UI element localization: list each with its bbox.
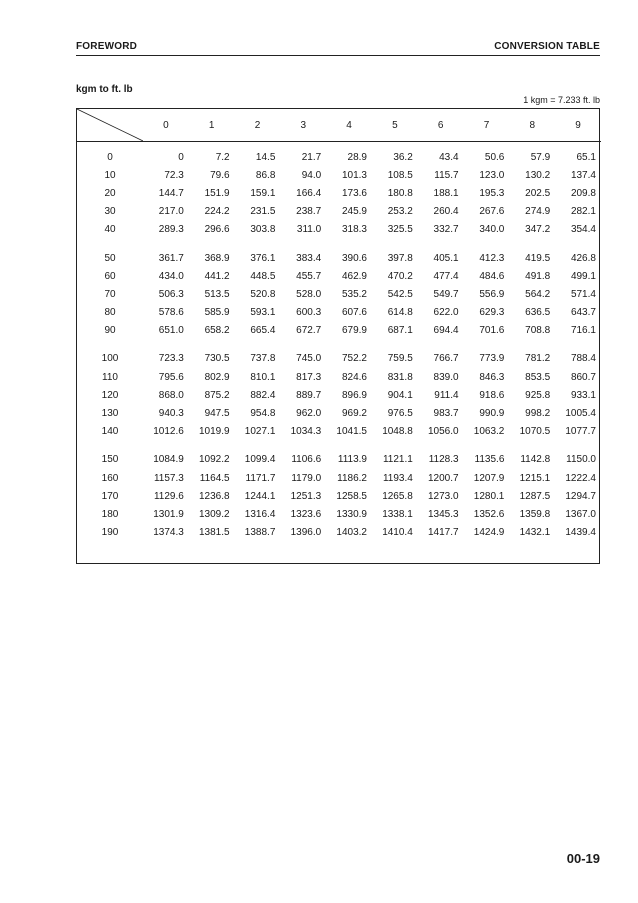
row-header: 100 [101,353,119,365]
table-cell: 202.5 [525,187,551,199]
table-cell: 788.4 [570,353,596,365]
table-cell: 267.6 [479,206,505,218]
table-cell: 289.3 [158,224,184,236]
table-cell: 1099.4 [244,454,276,466]
table-cell: 426.8 [570,252,596,264]
table-cell: 101.3 [341,169,367,181]
table-cell: 1388.7 [244,527,276,539]
table-cell: 72.3 [164,169,184,181]
table-cell: 868.0 [158,389,184,401]
table-cell: 795.6 [158,371,184,383]
table-cell: 643.7 [570,307,596,319]
table-cell: 781.2 [525,353,551,365]
table-cell: 622.0 [433,307,459,319]
column-header: 5 [372,109,418,142]
table-cell: 484.6 [479,270,505,282]
table-row [77,267,601,285]
table-cell: 506.3 [158,288,184,300]
table-cell: 65.1 [576,151,596,163]
conversion-table [76,108,600,564]
table-cell: 672.7 [296,325,322,337]
table-cell: 1129.6 [153,490,184,502]
table-cell: 1084.9 [153,454,184,466]
table-cell: 701.6 [479,325,505,337]
table-cell: 607.6 [341,307,367,319]
table-cell: 159.1 [250,187,276,199]
table-cell: 679.9 [341,325,367,337]
table-cell: 571.4 [570,288,596,300]
row-header: 20 [104,187,116,199]
table-cell: 1012.6 [153,426,184,438]
table-cell: 296.6 [204,224,230,236]
table-cell: 954.8 [250,408,276,420]
column-header: 9 [555,109,601,142]
table-cell: 896.9 [341,389,367,401]
row-header: 30 [104,206,116,218]
table-cell: 1439.4 [565,527,596,539]
page-number: 00-19 [566,851,600,866]
table-row [77,221,601,239]
table-cell: 1309.2 [199,508,230,520]
row-header: 0 [107,151,113,163]
row-header: 140 [101,426,119,438]
table-cell: 730.5 [204,353,230,365]
table-cell: 166.4 [296,187,322,199]
table-cell: 593.1 [250,307,276,319]
row-header: 10 [104,169,116,181]
table-cell: 658.2 [204,325,230,337]
table-cell: 802.9 [204,371,230,383]
table-cell: 1157.3 [153,472,184,484]
table-cell: 1222.4 [565,472,596,484]
table-cell: 412.3 [479,252,505,264]
table-cell: 390.6 [341,252,367,264]
table-cell: 332.7 [433,224,459,236]
table-cell: 477.4 [433,270,459,282]
table-cell: 1027.1 [244,426,276,438]
table-cell: 405.1 [433,252,459,264]
table-cell: 491.8 [525,270,551,282]
table-cell: 1128.3 [428,454,459,466]
row-header: 50 [104,252,116,264]
table-cell: 889.7 [296,389,322,401]
table-cell: 1424.9 [473,527,505,539]
table-cell: 253.2 [387,206,413,218]
table-cell: 419.5 [525,252,551,264]
table-cell: 325.5 [387,224,413,236]
table-cell: 43.4 [439,151,459,163]
row-header: 170 [101,490,119,502]
table-cell: 499.1 [570,270,596,282]
table-cell: 1287.5 [519,490,551,502]
table-cell: 1330.9 [336,508,367,520]
table-cell: 824.6 [341,371,367,383]
column-header: 8 [509,109,555,142]
table-cell: 1005.4 [565,408,596,420]
table-cell: 1381.5 [199,527,230,539]
table-cell: 94.0 [301,169,322,181]
table-cell: 983.7 [433,408,459,420]
table-cell: 1280.1 [473,490,505,502]
table-row [77,249,601,267]
table-cell: 115.7 [434,169,459,181]
table-cell: 556.9 [479,288,505,300]
table-cell: 1164.5 [199,472,230,484]
row-header: 90 [104,325,116,337]
table-cell: 354.4 [570,224,596,236]
table-row [77,322,601,340]
table-cell: 1374.3 [153,527,184,539]
table-cell: 1338.1 [382,508,413,520]
table-cell: 188.1 [433,187,459,199]
table-cell: 1193.4 [382,472,413,484]
diagonal-line [77,109,143,141]
table-cell: 1048.8 [382,426,413,438]
table-cell: 535.2 [341,288,367,300]
table-cell: 173.6 [341,187,367,199]
table-cell: 1316.4 [244,508,276,520]
table-cell: 810.1 [250,371,276,383]
table-cell: 151.9 [204,187,230,199]
table-head-row [77,109,601,142]
table-cell: 7.2 [215,151,230,163]
table-cell: 79.6 [210,169,230,181]
corner-cell [77,109,143,142]
table-cell: 86.8 [255,169,276,181]
table-cell: 578.6 [158,307,184,319]
table-cell: 549.7 [433,288,459,300]
table-cell: 1417.7 [427,527,459,539]
column-header: 0 [143,109,189,142]
table-cell: 687.1 [387,325,413,337]
column-header: 2 [235,109,281,142]
table-cell: 925.8 [525,389,551,401]
table-cell: 737.8 [250,353,276,365]
table-body [77,142,601,542]
table-cell: 340.0 [479,224,505,236]
table-cell: 245.9 [341,206,367,218]
table-cell: 441.2 [204,270,230,282]
table-cell: 1236.8 [199,490,230,502]
table-cell: 817.3 [296,371,322,383]
table-cell: 448.5 [250,270,276,282]
group-spacer [77,340,601,350]
table-cell: 723.3 [158,353,184,365]
table-row [77,350,601,368]
header-divider [76,55,600,56]
table-cell: 600.3 [296,307,322,319]
table-cell: 376.1 [250,252,276,264]
unit-note: 1 kgm = 7.233 ft. lb [523,95,600,105]
table-cell: 144.7 [158,187,184,199]
table-cell: 455.7 [296,270,322,282]
table-cell: 694.4 [433,325,459,337]
table-cell: 130.2 [525,169,551,181]
group-spacer [77,441,601,451]
table-cell: 716.1 [570,325,596,337]
table-cell: 860.7 [570,371,596,383]
table-cell: 904.1 [387,389,413,401]
table-cell: 766.7 [433,353,459,365]
table-cell: 470.2 [387,270,413,282]
table-cell: 1200.7 [427,472,459,484]
table-cell: 636.5 [525,307,551,319]
table-cell: 1179.0 [291,472,322,484]
table-cell: 1251.3 [290,490,322,502]
table-cell: 1019.9 [199,426,230,438]
table-cell: 311.0 [296,224,322,236]
table-cell: 1106.6 [291,454,322,466]
table-cell: 28.9 [347,151,367,163]
table-cell: 1265.8 [382,490,413,502]
row-header: 40 [104,224,116,236]
table-cell: 839.0 [433,371,459,383]
table-cell: 990.9 [479,408,505,420]
table-cell: 260.4 [433,206,459,218]
table-cell: 1301.9 [153,508,184,520]
table-cell: 918.6 [479,389,505,401]
table-cell: 1352.6 [473,508,505,520]
table-cell: 1396.0 [290,527,322,539]
table-caption: kgm to ft. lb [76,84,133,95]
section-header: FOREWORD [76,41,138,52]
table-cell: 50.6 [484,151,505,163]
table-cell: 0 [178,151,184,163]
table-header-title: CONVERSION TABLE [494,41,600,52]
table-cell: 238.7 [296,206,322,218]
table-cell: 224.2 [204,206,230,218]
column-header: 3 [280,109,326,142]
table-cell: 875.2 [204,389,230,401]
table-cell: 759.5 [387,353,413,365]
column-header: 7 [464,109,510,142]
table-cell: 1077.7 [565,426,596,438]
table-cell: 969.2 [341,408,367,420]
table-cell: 1121.1 [382,454,413,466]
row-header: 130 [101,408,119,420]
table-cell: 1092.2 [199,454,230,466]
table-cell: 195.3 [479,187,505,199]
row-header: 60 [104,270,116,282]
table-row [77,368,601,386]
table-cell: 947.5 [204,408,230,420]
table-cell: 231.5 [250,206,276,218]
table-cell: 57.9 [530,151,551,163]
table-cell: 629.3 [479,307,505,319]
table-cell: 1186.2 [337,472,367,484]
table-row [77,451,601,469]
row-header: 160 [101,472,119,484]
table-cell: 651.0 [158,325,184,337]
table-cell: 1150.0 [566,454,596,466]
table-cell: 614.8 [387,307,413,319]
table-cell: 1070.5 [519,426,551,438]
table-row [77,423,601,441]
table-cell: 1403.2 [336,527,367,539]
table-cell: 1142.8 [520,454,551,466]
table-cell: 1215.1 [519,472,551,484]
table-row [77,469,601,487]
table-cell: 1323.6 [290,508,322,520]
table-cell: 846.3 [479,371,505,383]
table-cell: 1135.6 [474,454,505,466]
table-cell: 217.0 [158,206,184,218]
table-cell: 108.5 [387,169,413,181]
table-cell: 462.9 [341,270,367,282]
table-cell: 1432.1 [519,527,551,539]
table-cell: 1056.0 [427,426,459,438]
table-cell: 933.1 [570,389,596,401]
table-cell: 998.2 [525,408,551,420]
table-cell: 274.9 [525,206,551,218]
table-cell: 1171.7 [245,472,276,484]
table-cell: 318.3 [341,224,367,236]
table-cell: 347.2 [525,224,551,236]
table-row [77,184,601,202]
table-cell: 831.8 [387,371,413,383]
table-cell: 585.9 [204,307,230,319]
table-cell: 1410.4 [382,527,413,539]
table-cell: 1034.3 [290,426,322,438]
table-row [77,386,601,404]
table-row [77,404,601,422]
table-cell: 1244.1 [244,490,276,502]
table-cell: 564.2 [525,288,551,300]
table-cell: 21.7 [301,151,322,163]
table-cell: 1294.7 [565,490,596,502]
table-cell: 513.5 [204,288,230,300]
table-cell: 1359.8 [519,508,551,520]
table-cell: 882.4 [250,389,276,401]
column-header: 1 [189,109,235,142]
table-cell: 1367.0 [565,508,596,520]
table-cell: 383.4 [296,252,322,264]
table-cell: 368.9 [204,252,230,264]
column-header: 6 [418,109,464,142]
table-row [77,142,601,167]
table-cell: 940.3 [158,408,184,420]
table-cell: 14.5 [255,151,276,163]
table-row [77,166,601,184]
table-row [77,285,601,303]
table-cell: 282.1 [570,206,596,218]
table-cell: 1258.5 [336,490,367,502]
table-cell: 1207.9 [473,472,505,484]
table-row [77,487,601,505]
table-cell: 434.0 [158,270,184,282]
table-cell: 752.2 [341,353,367,365]
table-cell: 361.7 [158,252,184,264]
table-cell: 962.0 [296,408,322,420]
row-header: 190 [101,527,119,539]
table-cell: 708.8 [525,325,551,337]
table-cell: 36.2 [393,151,413,163]
table-cell: 1113.9 [337,454,367,466]
table-cell: 911.4 [434,389,459,401]
table-row [77,524,601,542]
row-header: 70 [104,288,116,300]
table-cell: 123.0 [479,169,505,181]
row-header: 180 [101,508,119,520]
table-cell: 209.8 [570,187,596,199]
row-header: 80 [104,307,116,319]
row-header: 110 [102,371,118,383]
table-cell: 542.5 [387,288,413,300]
table-cell: 1041.5 [336,426,367,438]
table-cell: 1273.0 [427,490,459,502]
table-cell: 520.8 [250,288,276,300]
table-cell: 745.0 [296,353,322,365]
table-cell: 137.4 [570,169,596,181]
group-spacer [77,239,601,249]
table-row [77,505,601,523]
table-row [77,304,601,322]
table-cell: 665.4 [250,325,276,337]
table-cell: 976.5 [387,408,413,420]
row-header: 120 [101,389,119,401]
row-header: 150 [101,454,119,466]
column-header: 4 [326,109,372,142]
table-cell: 853.5 [525,371,551,383]
table-cell: 1345.3 [427,508,459,520]
table-row [77,203,601,221]
table-cell: 303.8 [250,224,276,236]
table-cell: 180.8 [387,187,413,199]
table-cell: 773.9 [479,353,505,365]
table-cell: 528.0 [296,288,322,300]
table-cell: 1063.2 [473,426,505,438]
table-cell: 397.8 [387,252,413,264]
